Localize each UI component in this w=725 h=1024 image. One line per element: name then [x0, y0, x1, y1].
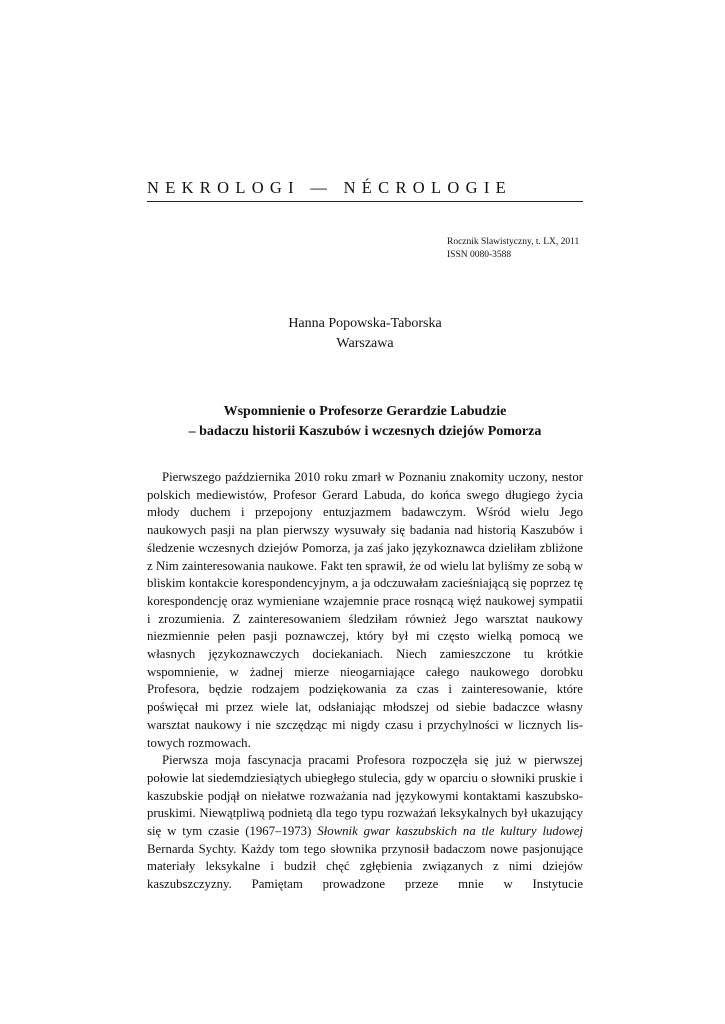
- article-title: [147, 402, 583, 442]
- issn: ISSN 0080-3588: [447, 250, 512, 260]
- article-body: [147, 469, 583, 894]
- author-city: Warszawa: [336, 336, 394, 351]
- title-line-2: – badaczu historii Kaszubów i wczesnych dziejów Pomorza: [188, 424, 542, 439]
- book-title-italic: Słownik gwar kaszubskich na tle kultury ludowej: [317, 824, 583, 839]
- author-block: [147, 314, 583, 354]
- paragraph-2-text-a: Pierwsza moja fascynacja pracami Profesora rozpoczęła się już w pierwszej połowie lat siedemdziesiątych ubiegłego stulecia, gdy w oparciu o słowniki pruskie i kaszubskie podjął on niełatwe rozważania nad językowymi kontaktami kaszubsko-pruskimi. Niewątpliwą podnietą dla tego typu rozważań leksykalnych był ukazujący się w tym czasie (1967–1973): [147, 753, 583, 839]
- title-line-1: Wspomnienie o Profesorze Gerardzie Labudzie: [223, 404, 507, 419]
- paragraph-2: [147, 752, 583, 894]
- journal-citation: Rocznik Slawistyczny, t. LX, 2011: [447, 237, 580, 247]
- paragraph-1: Pierwszego października 2010 roku zmarł w Poznaniu znakomity uczony, nestor polskich mediewistów, Profesor Gerard Labuda, do końca swego długiego życia młody duchem i przepojony entuzjazmem badawczym. Wśród wielu Jego naukowych pasji na plan pierwszy wysuwały się badania nad historią Kaszubów i śledzenie wczesnych dziejów Pomorza, ja zaś jako językoznawca dzieliłam zbliżone z Nim zainteresowania naukowe. Fakt ten sprawił, że od wielu lat byliśmy ze sobą w bliskim kontakcie korespondencyjnym, a ja odczuwałam zacieśniającą się poprzez tę korespondencję oraz wymieniane wzajemnie prace rosnącą więź naukowej sympatii i zrozumienia. Z zainteresowaniem śledziłam również Jego warsztat naukowy niezmiennie pełen pasji poznawczej, który był mi często wielką pomocą we własnych językoznawczych dociekaniach. Niech zamieszczone tu krótkie wspomnienie, w żadnej mierze nieogarniające całego naukowego dorobku Profesora, będzie rodzajem podziękowania za czas i zainteresowanie, które poświęcał mi przez wiele lat, odsłaniając młodszej od siebie badaczce własny warsztat naukowy i nie szczędząc mi nigdy czasu i przychylności w licznych listowych rozmowach.: [147, 470, 583, 750]
- author-name: Hanna Popowska-Taborska: [288, 316, 442, 331]
- paragraph-2-text-b: Bernarda Sychty. Każdy tom tego słownika przynosił badaczom nowe pasjonujące materiały leksykalne i budził chęć zgłębienia związanych z nimi dziejów kaszubszczyzny. Pamiętam prowadzone przeze mnie w Instytucie: [147, 841, 583, 892]
- section-header: NEKROLOGI — NÉCROLOGIE: [147, 178, 512, 197]
- citation-block: [447, 236, 579, 262]
- header-rule: [147, 201, 583, 202]
